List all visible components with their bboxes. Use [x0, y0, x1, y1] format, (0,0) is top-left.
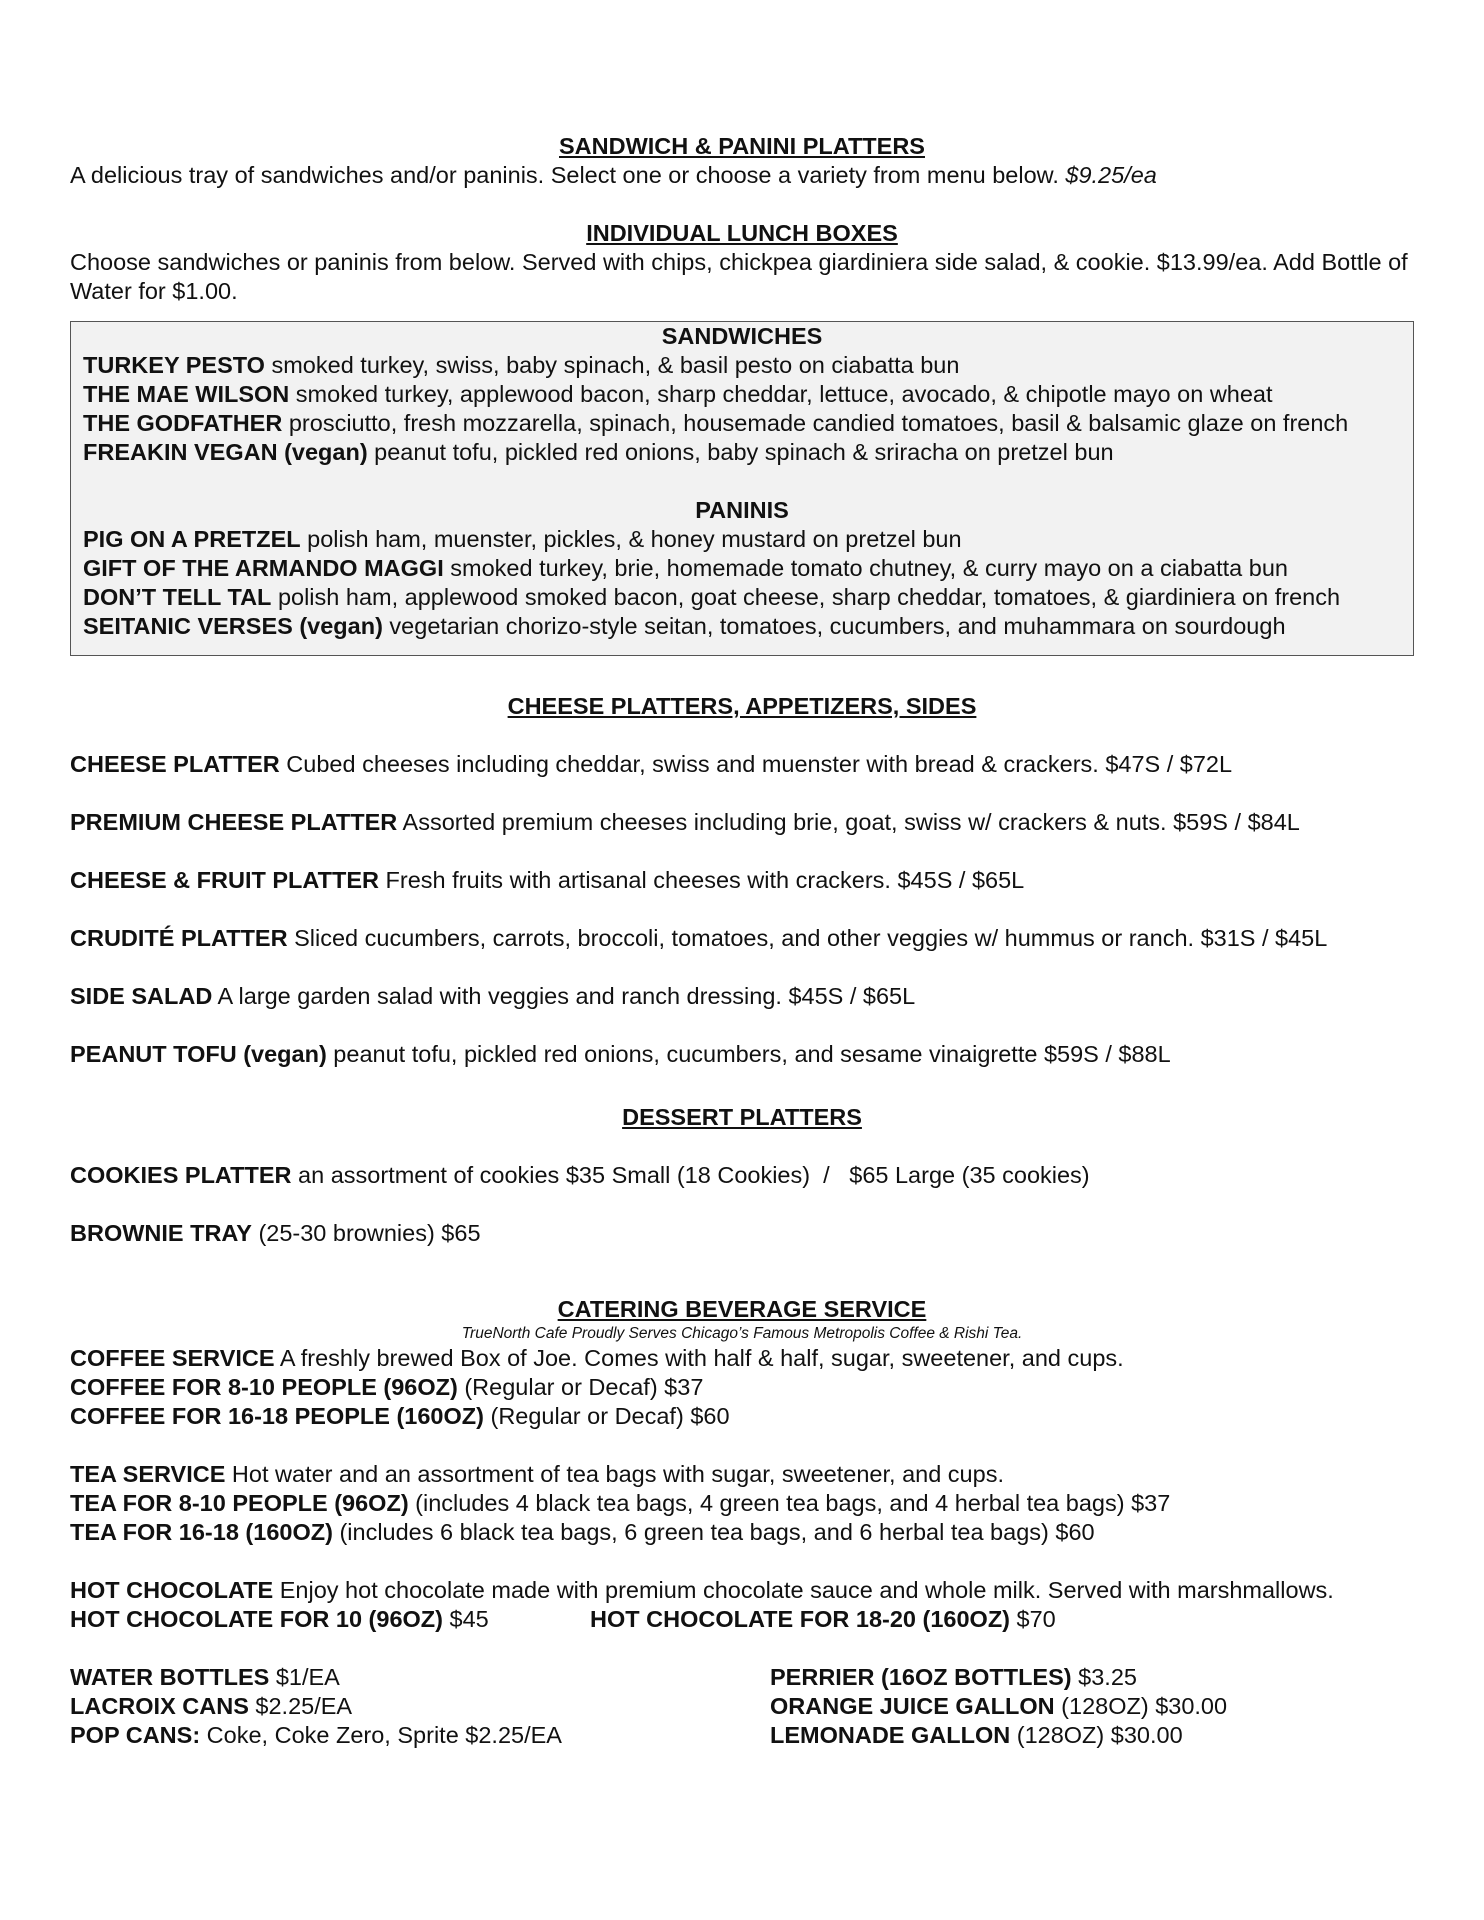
paninis-heading: PANINIS [695, 497, 789, 523]
item-name: TURKEY PESTO [83, 352, 265, 378]
item-name: FREAKIN VEGAN (vegan) [83, 439, 368, 465]
item-name: LACROIX CANS [70, 1693, 249, 1719]
item-name: BROWNIE TRAY [70, 1220, 252, 1246]
menu-item [83, 409, 1401, 438]
item-desc: Cubed cheeses including cheddar, swiss and muenster with bread & crackers. $47S / $72L [279, 751, 1233, 777]
menu-item [70, 808, 1414, 837]
menu-item [70, 1663, 770, 1692]
menu-item [70, 924, 1414, 953]
item-name: PREMIUM CHEESE PLATTER [70, 809, 398, 835]
item-name: CRUDITÉ PLATTER [70, 925, 288, 951]
item-desc: A large garden salad with veggies and ranch dressing. $45S / $65L [212, 983, 916, 1009]
menu-item [70, 1460, 1414, 1489]
menu-item [83, 438, 1401, 467]
sandwich-platters-price: $9.25/ea [1065, 162, 1157, 188]
item-desc: $1/EA [269, 1664, 340, 1690]
item-name: PIG ON A PRETZEL [83, 526, 301, 552]
item-desc: peanut tofu, pickled red onions, cucumbers, and sesame vinaigrette $59S / $88L [326, 1041, 1171, 1067]
item-desc: Coke, Coke Zero, Sprite $2.25/EA [200, 1722, 562, 1748]
menu-item [70, 1161, 1414, 1190]
item-desc: Sliced cucumbers, carrots, broccoli, tomatoes, and other veggies w/ hummus or ranch. $31S / $45L [287, 925, 1328, 951]
item-name: COFFEE FOR 8-10 PEOPLE (96OZ) [70, 1374, 458, 1400]
menu-item [83, 583, 1401, 612]
item-desc: (includes 6 black tea bags, 6 green tea bags, and 6 herbal tea bags) $60 [332, 1519, 1095, 1545]
menu-item [70, 1721, 770, 1750]
hot-chocolate-large [590, 1605, 1056, 1634]
menu-item [83, 612, 1401, 641]
item-name: LEMONADE GALLON [770, 1722, 1011, 1748]
item-name: THE GODFATHER [83, 410, 283, 436]
sandwich-panini-box [70, 321, 1414, 656]
item-desc: $2.25/EA [248, 1693, 353, 1719]
item-name: THE MAE WILSON [83, 381, 290, 407]
item-desc: polish ham, muenster, pickles, & honey mustard on pretzel bun [300, 526, 962, 552]
menu-item [70, 1518, 1414, 1547]
sandwiches-heading: SANDWICHES [661, 323, 823, 349]
menu-item [70, 1402, 1414, 1431]
item-price: $45 [442, 1606, 489, 1632]
item-desc: Enjoy hot chocolate made with premium chocolate sauce and whole milk. Served with marshmallows. [273, 1577, 1334, 1603]
menu-item [83, 380, 1401, 409]
item-name: ORANGE JUICE GALLON [770, 1693, 1055, 1719]
item-name: COFFEE FOR 16-18 PEOPLE (160OZ) [70, 1403, 484, 1429]
item-desc: Fresh fruits with artisanal cheeses with crackers. $45S / $65L [379, 867, 1025, 893]
menu-item [770, 1721, 1470, 1750]
menu-item [83, 554, 1401, 583]
item-name: PEANUT TOFU (vegan) [70, 1041, 327, 1067]
item-desc: prosciutto, fresh mozzarella, spinach, housemade candied tomatoes, basil & balsamic glaze on french [282, 410, 1349, 436]
item-name: SEITANIC VERSES (vegan) [83, 613, 383, 639]
item-name: GIFT OF THE ARMANDO MAGGI [83, 555, 444, 581]
item-name: TEA FOR 16-18 (160OZ) [70, 1519, 333, 1545]
item-name: POP CANS: [70, 1722, 201, 1748]
cheese-heading: CHEESE PLATTERS, APPETIZERS, SIDES [507, 693, 977, 719]
item-name: HOT CHOCOLATE FOR 10 (96OZ) [70, 1606, 443, 1632]
menu-item [70, 982, 1414, 1011]
item-name: SIDE SALAD [70, 983, 213, 1009]
item-name: TEA SERVICE [70, 1461, 226, 1487]
item-name: CHEESE PLATTER [70, 751, 280, 777]
item-price: $70 [1010, 1606, 1056, 1632]
menu-item [70, 1344, 1414, 1373]
menu-item [70, 1692, 770, 1721]
hot-chocolate-small [70, 1605, 590, 1634]
lunch-boxes-description: Choose sandwiches or paninis from below. Served with chips, chickpea giardiniera side salad, & cookie. $13.99/ea. Add Bottle of Water for $1.00. [70, 249, 1408, 304]
item-desc: smoked turkey, applewood bacon, sharp cheddar, lettuce, avocado, & chipotle mayo on wheat [289, 381, 1273, 407]
menu-item [70, 1040, 1414, 1069]
menu-item [70, 1219, 1414, 1248]
item-desc: an assortment of cookies $35 Small (18 Cookies) / $65 Large (35 cookies) [291, 1162, 1090, 1188]
item-name: CHEESE & FRUIT PLATTER [70, 867, 379, 893]
item-desc: smoked turkey, swiss, baby spinach, & basil pesto on ciabatta bun [264, 352, 960, 378]
item-name: PERRIER (16OZ BOTTLES) [770, 1664, 1072, 1690]
menu-item [83, 351, 1401, 380]
item-desc: (25-30 brownies) $65 [251, 1220, 481, 1246]
item-name: HOT CHOCOLATE FOR 18-20 (160OZ) [590, 1606, 1011, 1632]
menu-item [770, 1692, 1470, 1721]
item-name: HOT CHOCOLATE [70, 1577, 274, 1603]
item-desc: A freshly brewed Box of Joe. Comes with half & half, sugar, sweetener, and cups. [274, 1345, 1124, 1371]
drinks-left-column [70, 1663, 770, 1750]
item-desc: (128OZ) $30.00 [1010, 1722, 1183, 1748]
item-name: DON’T TELL TAL [83, 584, 272, 610]
item-desc: (Regular or Decaf) $37 [457, 1374, 704, 1400]
drinks-list [70, 1663, 1414, 1750]
item-name: WATER BOTTLES [70, 1664, 270, 1690]
item-name: COFFEE SERVICE [70, 1345, 275, 1371]
sandwich-platters-description [70, 161, 1414, 190]
item-desc: (includes 4 black tea bags, 4 green tea bags, and 4 herbal tea bags) $37 [408, 1490, 1171, 1516]
item-desc: Hot water and an assortment of tea bags with sugar, sweetener, and cups. [225, 1461, 1004, 1487]
lunch-boxes-heading: INDIVIDUAL LUNCH BOXES [586, 220, 898, 246]
item-desc: $3.25 [1071, 1664, 1137, 1690]
item-name: COOKIES PLATTER [70, 1162, 292, 1188]
menu-item [770, 1663, 1470, 1692]
menu-item [70, 1489, 1414, 1518]
item-desc: smoked turkey, brie, homemade tomato chutney, & curry mayo on a ciabatta bun [443, 555, 1288, 581]
menu-item [83, 525, 1401, 554]
menu-item [70, 1373, 1414, 1402]
item-desc: peanut tofu, pickled red onions, baby spinach & sriracha on pretzel bun [367, 439, 1114, 465]
menu-item [70, 866, 1414, 895]
item-desc: Assorted premium cheeses including brie, goat, swiss w/ crackers & nuts. $59S / $84L [397, 809, 1300, 835]
beverage-heading: CATERING BEVERAGE SERVICE [557, 1296, 927, 1322]
item-desc: vegetarian chorizo-style seitan, tomatoes, cucumbers, and muhammara on sourdough [382, 613, 1286, 639]
menu-item [70, 750, 1414, 779]
menu-item [70, 1576, 1414, 1605]
drinks-right-column [770, 1663, 1470, 1750]
beverage-tagline: TrueNorth Cafe Proudly Serves Chicago’s Famous Metropolis Coffee & Rishi Tea. [461, 1325, 1023, 1342]
dessert-heading: DESSERT PLATTERS [622, 1104, 862, 1130]
hot-chocolate-sizes [70, 1605, 1414, 1634]
sandwich-platters-desc: A delicious tray of sandwiches and/or paninis. Select one or choose a variety from menu below. [70, 162, 1066, 188]
item-desc: (Regular or Decaf) $60 [483, 1403, 730, 1429]
item-name: TEA FOR 8-10 PEOPLE (96OZ) [70, 1490, 409, 1516]
item-desc: polish ham, applewood smoked bacon, goat cheese, sharp cheddar, tomatoes, & giardiniera on french [271, 584, 1341, 610]
catering-menu-page [70, 132, 1414, 1750]
sandwich-platters-heading: SANDWICH & PANINI PLATTERS [559, 133, 925, 159]
item-desc: (128OZ) $30.00 [1054, 1693, 1228, 1719]
